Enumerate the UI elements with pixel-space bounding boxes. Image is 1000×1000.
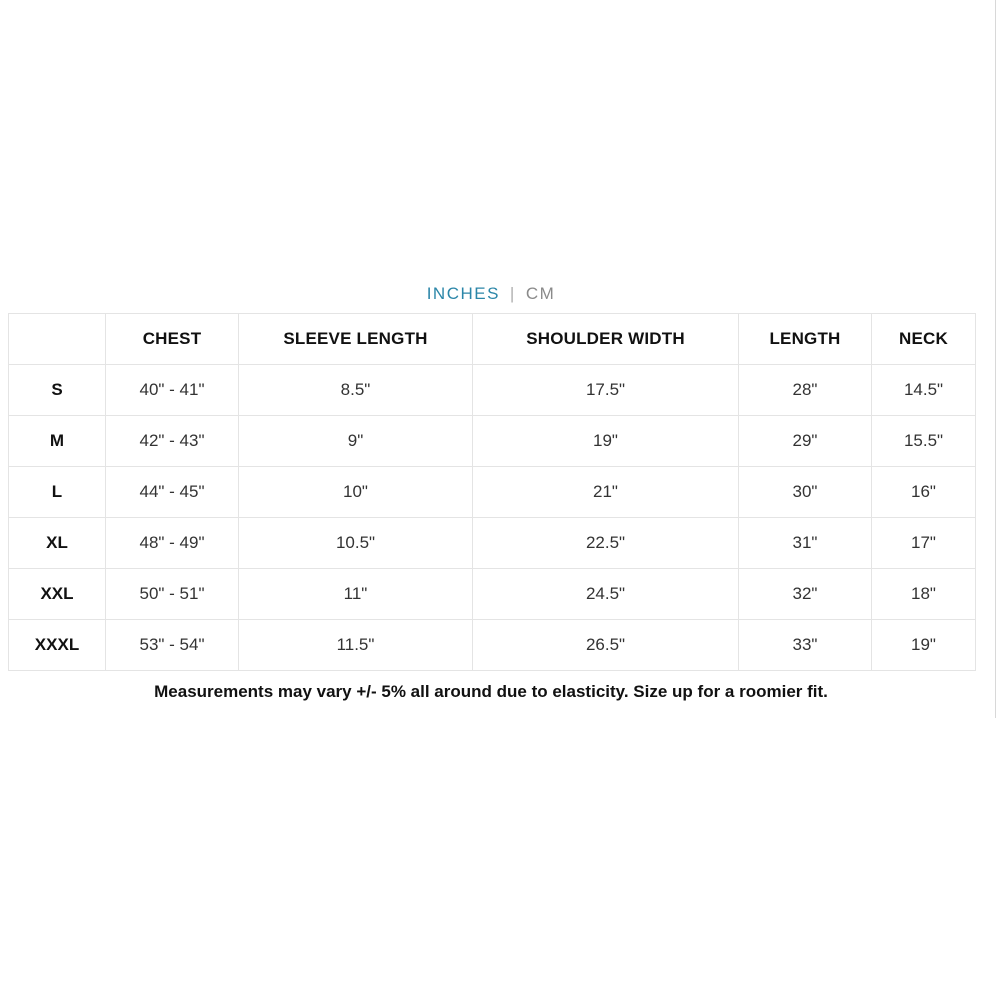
header-neck: NECK bbox=[872, 314, 976, 365]
neck-cell: 19" bbox=[872, 620, 976, 671]
neck-cell: 14.5" bbox=[872, 365, 976, 416]
neck-cell: 18" bbox=[872, 569, 976, 620]
header-length: LENGTH bbox=[739, 314, 872, 365]
size-label: XXL bbox=[9, 569, 106, 620]
length-cell: 33" bbox=[739, 620, 872, 671]
table-row bbox=[9, 365, 976, 416]
chest-cell: 40" - 41" bbox=[106, 365, 239, 416]
length-cell: 29" bbox=[739, 416, 872, 467]
unit-separator: | bbox=[509, 284, 516, 303]
shoulder-width-cell: 24.5" bbox=[473, 569, 739, 620]
shoulder-width-cell: 22.5" bbox=[473, 518, 739, 569]
neck-cell: 17" bbox=[872, 518, 976, 569]
shoulder-width-cell: 19" bbox=[473, 416, 739, 467]
table-row bbox=[9, 467, 976, 518]
sleeve-length-cell: 10" bbox=[239, 467, 473, 518]
sleeve-length-cell: 11.5" bbox=[239, 620, 473, 671]
size-label: XXXL bbox=[9, 620, 106, 671]
table-row bbox=[9, 620, 976, 671]
unit-option-cm[interactable]: CM bbox=[525, 284, 556, 303]
edge-divider bbox=[995, 0, 996, 718]
length-cell: 32" bbox=[739, 569, 872, 620]
size-label: S bbox=[9, 365, 106, 416]
size-chart-table bbox=[8, 313, 976, 671]
header-chest: CHEST bbox=[106, 314, 239, 365]
sleeve-length-cell: 10.5" bbox=[239, 518, 473, 569]
size-label: XL bbox=[9, 518, 106, 569]
shoulder-width-cell: 26.5" bbox=[473, 620, 739, 671]
neck-cell: 16" bbox=[872, 467, 976, 518]
chest-cell: 42" - 43" bbox=[106, 416, 239, 467]
header-size bbox=[9, 314, 106, 365]
measurement-note: Measurements may vary +/- 5% all around due to elasticity. Size up for a roomier fit. bbox=[154, 682, 828, 701]
shoulder-width-cell: 17.5" bbox=[473, 365, 739, 416]
sleeve-length-cell: 11" bbox=[239, 569, 473, 620]
unit-toggle bbox=[0, 284, 982, 304]
table-row bbox=[9, 416, 976, 467]
length-cell: 31" bbox=[739, 518, 872, 569]
length-cell: 30" bbox=[739, 467, 872, 518]
table-row bbox=[9, 569, 976, 620]
chest-cell: 48" - 49" bbox=[106, 518, 239, 569]
chest-cell: 44" - 45" bbox=[106, 467, 239, 518]
sleeve-length-cell: 8.5" bbox=[239, 365, 473, 416]
table-row bbox=[9, 518, 976, 569]
sleeve-length-cell: 9" bbox=[239, 416, 473, 467]
header-sleeve-length: SLEEVE LENGTH bbox=[239, 314, 473, 365]
unit-option-inches[interactable]: INCHES bbox=[426, 284, 500, 303]
size-label: M bbox=[9, 416, 106, 467]
header-row bbox=[9, 314, 976, 365]
header-shoulder-width: SHOULDER WIDTH bbox=[473, 314, 739, 365]
shoulder-width-cell: 21" bbox=[473, 467, 739, 518]
chest-cell: 53" - 54" bbox=[106, 620, 239, 671]
chest-cell: 50" - 51" bbox=[106, 569, 239, 620]
size-label: L bbox=[9, 467, 106, 518]
neck-cell: 15.5" bbox=[872, 416, 976, 467]
length-cell: 28" bbox=[739, 365, 872, 416]
